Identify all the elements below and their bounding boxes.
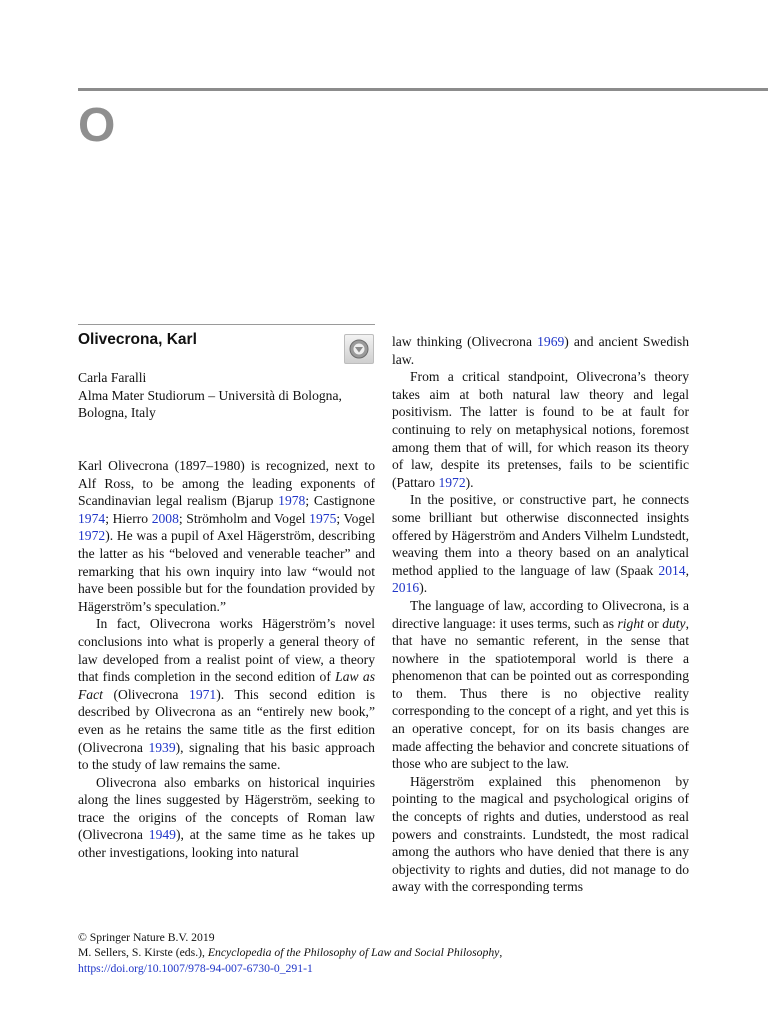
paragraph: From a critical standpoint, Olivecrona’s theory takes aim at both natural law theory and legal positivism. The latter is found to be at fault for continuing to rely on metaphysical notions, foremost among them that of will, for which reason its theory of law, despite its pretenses, fails to be scientific (Pattaro 1972). [392, 369, 689, 490]
citation-line: M. Sellers, S. Kirste (eds.), Encyclopedia of the Philosophy of Law and Social Philosophy, [78, 946, 503, 960]
paragraph: In the positive, or constructive part, he connects some brilliant but otherwise disconnected insights offered by Hägerström and Anders Vilhelm Lundstedt, weaving them into a theory based on an analytical method applied to the language of law (Spaak 2014, 2016). [392, 492, 689, 596]
crossmark-icon [349, 339, 369, 359]
title-rule [78, 324, 375, 325]
paragraph: Hägerström explained this phenomenon by pointing to the magical and psychological origins of the concepts of rights and duties, understood as real powers and constraints. Lundstedt, the most radical among the authors who have denied that there is any objectivity to rights and duties, did not manage to do away with the corresponding terms [392, 773, 689, 895]
top-rule [78, 88, 768, 91]
citation-link[interactable]: 1949 [148, 827, 176, 843]
citation-link[interactable]: 1939 [148, 739, 176, 755]
paragraph: Olivecrona also embarks on historical inquiries along the lines suggested by Hägerström, seeking to trace the origins of the concepts of Roman law (Olivecrona 1949), at the same time as he takes up other investigations, looking into natural [78, 774, 375, 861]
paragraph: In fact, Olivecrona works Hägerström’s novel conclusions into what is properly a general theory of law developed from a realist point of view, a theory that finds completion in the second edition of Law as Fact (Olivecrona 1971). This second edition is described by Olivecrona as an “entirely new book,” even as he retains the same title as the first edition (Olivecrona 1939), signaling that his basic approach to the study of law remains the same. [78, 616, 375, 773]
author-name: Carla Faralli [78, 370, 147, 385]
paragraph: law thinking (Olivecrona 1969) and ancient Swedish law. [392, 334, 689, 367]
left-column [78, 457, 375, 862]
entry-title: Olivecrona, Karl [78, 331, 197, 348]
paragraph: The language of law, according to Olivecrona, is a directive language: it uses terms, such as right or duty, that have no semantic referent, in the sense that nowhere in the spatiotemporal world is there a phenomenon that can be pointed out as corresponding to them. Thus there is no objective reality corresponding to the concept of a right, and yet this is an operative concept, for on its basis changes are made affecting the behavior and concrete situations of those who are subject to the law. [392, 597, 689, 772]
footer [78, 930, 738, 976]
citation-link[interactable]: 1972 [438, 474, 466, 490]
citation-link[interactable]: 2016 [392, 580, 420, 596]
citation-link[interactable]: 2014 [658, 562, 686, 578]
author-affiliation: Alma Mater Studiorum – Università di Bologna, [78, 387, 342, 403]
section-letter: O [78, 99, 116, 152]
right-column [392, 333, 689, 896]
doi-link[interactable]: https://doi.org/10.1007/978-94-007-6730-0_291-1 [78, 961, 313, 975]
citation-link[interactable]: 1975 [309, 510, 337, 526]
citation-link[interactable]: 1972 [78, 528, 106, 544]
citation-link[interactable]: 1969 [537, 334, 565, 349]
paragraph: Karl Olivecrona (1897–1980) is recognized, next to Alf Ross, to be among the leading exponents of Scandinavian legal realism (Bjarup 1978; Castignone 1974; Hierro 2008; Strömholm and Vogel 1975; Vogel 1972). He was a pupil of Axel Hägerström, describing the latter as his “beloved and venerable teacher” and remarking that his own inquiry into law “would not have been possible but for the foundation provided by Hägerström’s speculation.” [78, 458, 376, 614]
copyright-line: © Springer Nature B.V. 2019 [78, 931, 215, 944]
citation-link[interactable]: 1971 [189, 686, 217, 702]
citation-link[interactable]: 1974 [78, 510, 106, 526]
author-block [78, 369, 378, 422]
citation-link[interactable]: 2008 [151, 510, 179, 526]
author-location: Bologna, Italy [78, 405, 156, 421]
crossmark-badge[interactable] [344, 334, 374, 364]
citation-link[interactable]: 1978 [278, 493, 306, 509]
